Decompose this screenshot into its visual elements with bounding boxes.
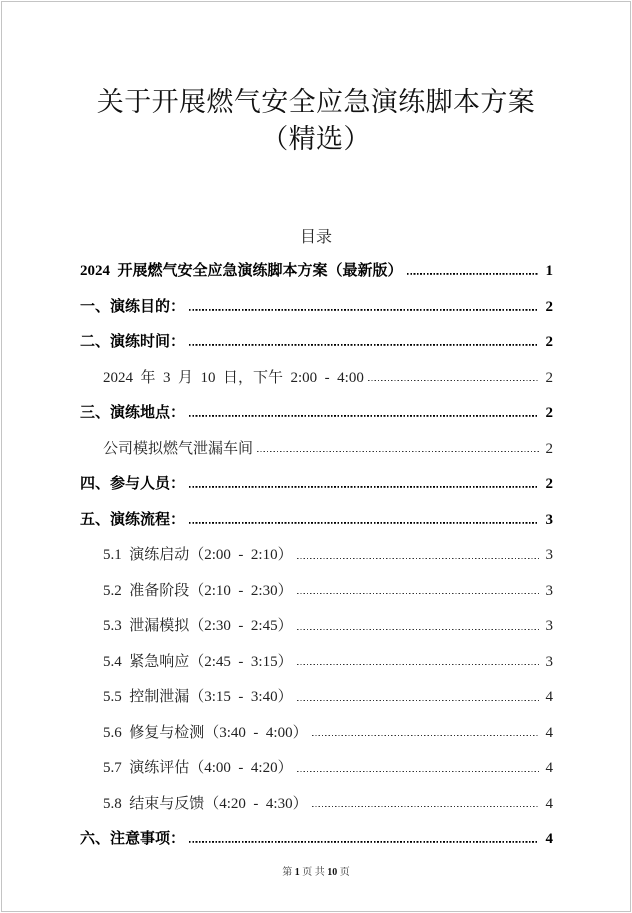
- toc-entry-subsection: [80, 751, 553, 787]
- toc-dot-leader: [297, 628, 539, 630]
- toc-entry-title: 公司模拟燃气泄漏车间: [103, 440, 254, 457]
- toc-entry-page-number: 4: [545, 724, 553, 741]
- toc-entry-title: 5.3 泄漏模拟（2:30 - 2:45）: [103, 618, 293, 634]
- toc-dot-leader: [312, 735, 539, 737]
- toc-dot-leader: [297, 699, 539, 701]
- toc-dot-leader: [297, 557, 539, 559]
- toc-heading: 目录: [299, 229, 332, 246]
- toc-entry-title: 5.2 准备阶段（2:10 - 2:30）: [103, 582, 293, 599]
- toc-dot-leader: [189, 415, 538, 417]
- toc-entry-title: 六、注意事项：: [80, 831, 186, 847]
- toc-entry-title: 二、演练时间：: [80, 334, 186, 350]
- toc-entry-page-number: 2: [545, 369, 553, 386]
- toc-entry-section: [80, 396, 553, 432]
- footer-current-page: 1: [294, 867, 300, 878]
- footer-total-prefix: 共: [314, 867, 325, 878]
- toc-entry-page-number: 3: [545, 511, 553, 528]
- toc-entry-title: 四、参与人员：: [80, 476, 186, 492]
- toc-entry-title: 一、演练目的：: [80, 298, 186, 315]
- toc-entry-page-number: 2: [545, 476, 553, 492]
- toc-dot-leader: [189, 344, 538, 346]
- toc-dot-leader: [297, 593, 539, 595]
- toc-dot-leader: [297, 664, 539, 666]
- toc-entry-section: [80, 467, 553, 503]
- toc-entry-page-number: 4: [545, 831, 553, 847]
- toc-dot-leader: [257, 451, 538, 453]
- document-title: [0, 84, 632, 158]
- toc-dot-leader: [297, 770, 539, 772]
- toc-entry-subsection: [80, 538, 553, 574]
- toc-entry-title: 2024 开展燃气安全应急演练脚本方案（最新版）: [80, 263, 403, 279]
- toc-entry-subsection: [80, 716, 553, 752]
- toc-entry-page-number: 2: [545, 298, 553, 315]
- footer-page-suffix: 页: [302, 867, 313, 878]
- toc-dot-leader: [407, 273, 539, 275]
- toc-dot-leader: [312, 806, 539, 808]
- toc-dot-leader: [189, 841, 538, 843]
- toc-entry-title: 5.8 结束与反馈（4:20 - 4:30）: [103, 795, 308, 812]
- page-footer: [0, 866, 632, 880]
- toc-entry-title: 2024 年 3 月 10 日，下午 2:00 - 4:00: [103, 369, 364, 386]
- toc-dot-leader: [189, 309, 538, 311]
- toc-entry-page-number: 3: [545, 547, 553, 563]
- footer-total-pages: 10: [327, 867, 338, 878]
- toc-dot-leader: [189, 522, 538, 524]
- toc-entry-subsection: [80, 680, 553, 716]
- document-title-tag: （精选）: [261, 124, 371, 154]
- toc-entry-page-number: 1: [545, 263, 553, 279]
- toc-entry-subsection: [80, 609, 553, 645]
- toc-entry-page-number: 4: [545, 689, 553, 705]
- toc-entry-title: 5.1 演练启动（2:00 - 2:10）: [103, 547, 293, 563]
- toc-entry-page-number: 3: [545, 618, 553, 634]
- toc-entry-title: 三、演练地点：: [80, 405, 186, 421]
- toc-entry-subsection: [80, 574, 553, 610]
- toc-entry-subsection: [80, 432, 553, 468]
- toc-entry-page-number: 2: [545, 405, 553, 421]
- footer-total-suffix: 页: [339, 867, 350, 878]
- toc-entry-page-number: 3: [545, 653, 553, 670]
- toc-entry-page-number: 2: [545, 334, 553, 350]
- toc-entry-section: [80, 822, 553, 858]
- toc-dot-leader: [368, 380, 539, 382]
- toc-entry-subsection: [80, 645, 553, 681]
- toc-entry-page-number: 4: [545, 795, 553, 812]
- toc-entry-subsection: [80, 361, 553, 397]
- toc-entry-section: [80, 325, 553, 361]
- toc-entry-title: 5.4 紧急响应（2:45 - 3:15）: [103, 653, 293, 670]
- toc-entry-section: [80, 254, 553, 290]
- footer-page-prefix: 第: [282, 867, 293, 878]
- toc-entry-section: [80, 290, 553, 326]
- document-title-main: 关于开展燃气安全应急演练脚本方案: [96, 87, 536, 117]
- toc-entry-title: 5.5 控制泄漏（3:15 - 3:40）: [103, 689, 293, 705]
- toc-entry-page-number: 3: [545, 582, 553, 599]
- toc-entry-title: 5.6 修复与检测（3:40 - 4:00）: [103, 724, 308, 741]
- toc-entry-page-number: 4: [545, 760, 553, 776]
- toc-entry-section: [80, 503, 553, 539]
- toc-entry-page-number: 2: [545, 440, 553, 457]
- toc-dot-leader: [189, 486, 538, 488]
- toc-entry-subsection: [80, 787, 553, 823]
- toc-entry-title: 五、演练流程：: [80, 511, 186, 528]
- table-of-contents: [80, 254, 553, 858]
- toc-entry-title: 5.7 演练评估（4:00 - 4:20）: [103, 760, 293, 776]
